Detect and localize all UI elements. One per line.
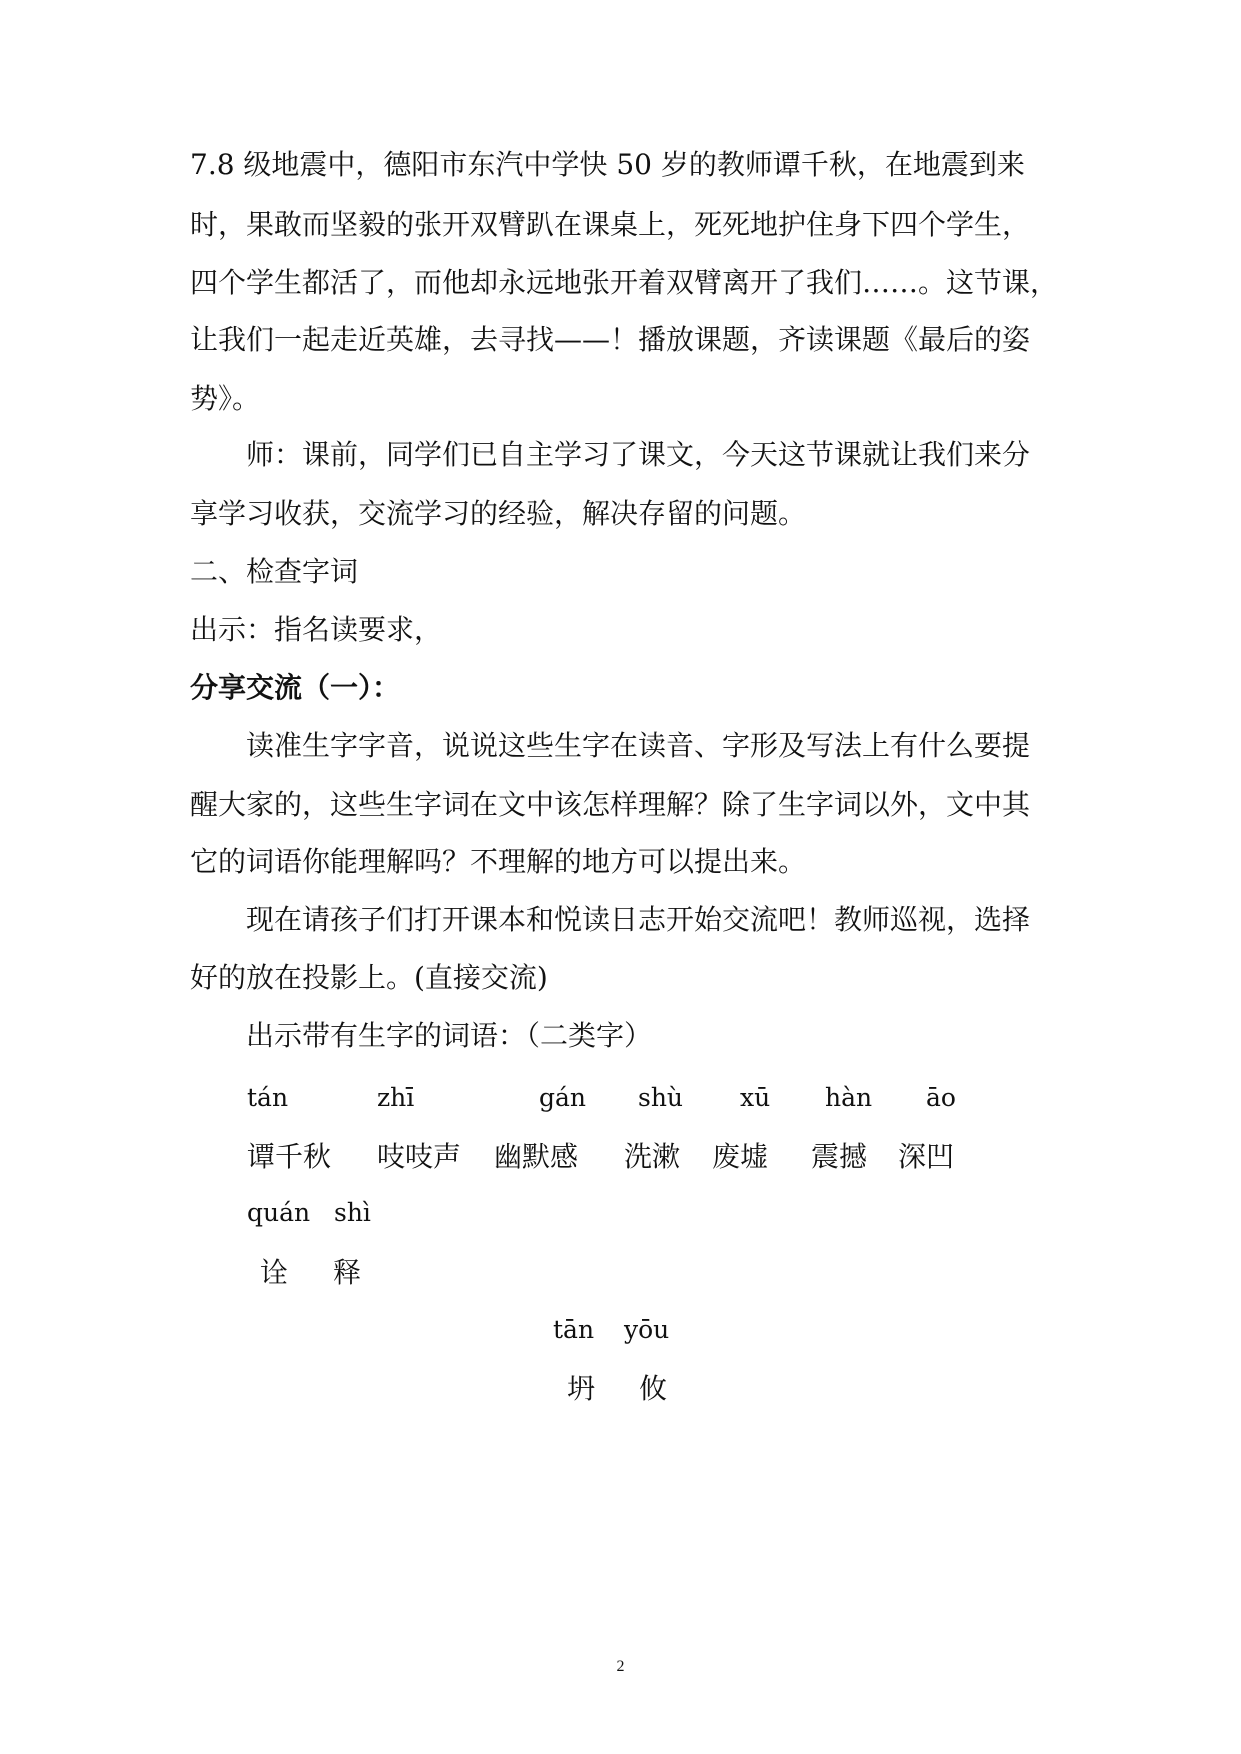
vocab-word: 震撼 — [811, 1140, 868, 1173]
vocab-word: 废墟 — [712, 1140, 769, 1173]
paragraph-line: 享学习收获，交流学习的经验，解决存留的问题。 — [190, 497, 807, 530]
pinyin-label: gán — [539, 1083, 587, 1112]
vocab-char: 释 — [333, 1256, 362, 1289]
paragraph-line: 现在请孩子们打开课本和悦读日志开始交流吧！教师巡视，选择 — [190, 903, 1031, 936]
pinyin-label: āo — [926, 1083, 956, 1112]
pinyin-label: shì — [334, 1198, 371, 1227]
vocab-char: 诠 — [260, 1256, 289, 1289]
pinyin-label: xū — [740, 1083, 771, 1112]
section-heading: 二、检查字词 — [190, 555, 359, 588]
pinyin-label: shù — [638, 1083, 684, 1112]
vocab-word: 谭千秋 — [247, 1140, 332, 1173]
pinyin-label: quán — [247, 1198, 311, 1227]
paragraph-line: 时，果敢而坚毅的张开双臂趴在课桌上，死死地护住身下四个学生， — [190, 208, 1031, 241]
vocab-char: 坍 — [567, 1372, 596, 1405]
vocab-word: 深凹 — [898, 1140, 955, 1173]
paragraph-line: 7.8 级地震中，德阳市东汽中学快 50 岁的教师谭千秋，在地震到来 — [190, 148, 1025, 181]
pinyin-label: yōu — [624, 1315, 670, 1344]
pinyin-label: hàn — [825, 1083, 873, 1112]
paragraph-line: 它的词语你能理解吗？不理解的地方可以提出来。 — [190, 845, 807, 878]
paragraph-line: 读准生字字音，说说这些生字在读音、字形及写法上有什么要提 — [190, 729, 1031, 762]
paragraph-line: 师：课前，同学们已自主学习了课文，今天这节课就让我们来分 — [190, 438, 1031, 471]
paragraph-line: 醒大家的，这些生字词在文中该怎样理解？除了生字词以外，文中其 — [190, 788, 1031, 821]
pinyin-label: tān — [553, 1315, 595, 1344]
paragraph-line: 四个学生都活了，而他却永远地张开着双臂离开了我们……。这节课， — [190, 266, 1059, 299]
subsection-heading: 分享交流（一）： — [190, 671, 401, 704]
paragraph-line: 势》。 — [190, 382, 261, 415]
pinyin-label: tán — [247, 1083, 289, 1112]
pinyin-label: zhī — [377, 1083, 415, 1112]
paragraph-line: 让我们一起走近英雄，去寻找——！播放课题，齐读课题《最后的姿 — [190, 323, 1031, 356]
vocab-word: 吱吱声 — [377, 1140, 462, 1173]
vocab-word: 幽默感 — [494, 1140, 579, 1173]
paragraph-line: 好的放在投影上。(直接交流) — [190, 961, 548, 994]
paragraph-line: 出示带有生字的词语：（二类字） — [190, 1019, 653, 1052]
page-number: 2 — [616, 1658, 625, 1675]
vocab-char: 攸 — [639, 1372, 668, 1405]
paragraph-line: 出示：指名读要求， — [190, 613, 443, 646]
vocab-word: 洗漱 — [624, 1140, 681, 1173]
